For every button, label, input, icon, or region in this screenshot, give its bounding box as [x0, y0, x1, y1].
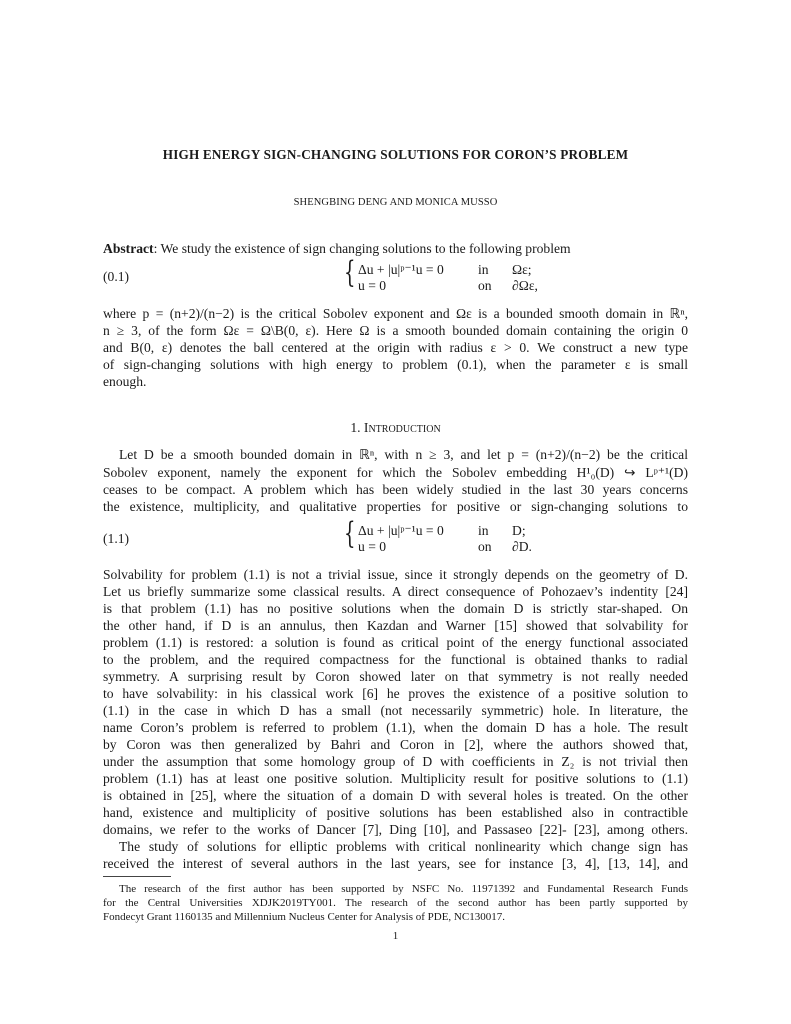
body-line: Sobolev exponent, namely the exponent for which the Sobolev embedding H¹₀(D) ↪ Lᵖ⁺¹(D) — [103, 465, 688, 480]
abstract-label: Abstract — [103, 241, 154, 256]
body-line: is obtained in [25], where the situation of a domain D with several holes is treated. On the other — [103, 788, 688, 803]
brace-symbol: { — [344, 516, 356, 551]
footnote-rule — [103, 876, 171, 877]
abstract-line: of sign-changing solutions with high energy to problem (0.1), when the parameter ε is small — [103, 357, 688, 372]
body-line: symmetry. A surprising result by Coron showed later on that symmetry is not really needed — [103, 669, 688, 684]
abstract-line: and B(0, ε) denotes the ball centered at the origin with radius ε > 0. We construct a new type — [103, 340, 688, 355]
abstract-line: : We study the existence of sign changing solutions to the following problem — [153, 241, 571, 256]
footnote-line: Fondecyt Grant 1160135 and Millennium Nucleus Center for Analysis of PDE, NC130017. — [103, 911, 505, 923]
footnote-line: for the Central Universities XDJK2019TY001. The research of the second author has been partly supported by — [103, 897, 688, 909]
body-line: domains, we refer to the works of Dancer [7], Ding [10], and Passaseo [22]- [23], among others. — [103, 822, 688, 837]
equation-row: Δu + |u|ᵖ⁻¹u = 0 in Ωε; — [358, 262, 532, 277]
body-line: Let us briefly summarize some classical results. A direct consequence of Pohozaev’s indentity [24] — [103, 584, 688, 599]
abstract-line: n ≥ 3, of the form Ωε = Ω\B(0, ε). Here Ω is a smooth bounded domain containing the origin 0 — [103, 323, 688, 338]
body-line: the existence, multiplicity, and qualitative properties for positive or sign-changing solutions to — [103, 499, 688, 514]
body-line: to the problem, and the required compactness for the functional is obtained thanks to radial — [103, 652, 688, 667]
page-number: 1 — [392, 930, 399, 942]
abstract-line: enough. — [103, 374, 147, 389]
equation-row: u = 0 on ∂D. — [358, 539, 532, 554]
equation-number: (1.1) — [103, 531, 130, 546]
paper-title: HIGH ENERGY SIGN-CHANGING SOLUTIONS FOR CORON’S PROBLEM — [162, 147, 629, 162]
body-line: hand, existence and multiplicity of positive solutions has been established also in contractible — [103, 805, 688, 820]
body-line: the other hand, if D is an annulus, then Kazdan and Warner [15] showed that solvability for — [103, 618, 688, 633]
body-line: Solvability for problem (1.1) is not a trivial issue, since it strongly depends on the geometry of D. — [103, 567, 688, 582]
body-line: to have solvability: in his classical work [6] he proves the existence of a positive solution to — [103, 686, 688, 701]
paper-authors: SHENGBING DENG AND MONICA MUSSO — [293, 197, 498, 208]
section-heading: 1. Introduction — [350, 420, 441, 435]
footnote-line: The research of the first author has been supported by NSFC No. 11971392 and Fundamental Research Funds — [119, 883, 688, 895]
equation-number: (0.1) — [103, 269, 130, 284]
equation-row: u = 0 on ∂Ωε, — [358, 278, 538, 293]
body-line: ceases to be compact. A problem which has been widely studied in the last 30 years concerns — [103, 482, 688, 497]
body-line: problem (1.1) is restored: a solution is found as critical point of the energy functional associated — [103, 635, 688, 650]
body-line: under the assumption that some homology group of D with coefficients in Z₂ is not trivial then — [103, 754, 688, 769]
equation-row: Δu + |u|ᵖ⁻¹u = 0 in D; — [358, 523, 526, 538]
body-line: received the interest of several authors in the last years, see for instance [3, 4], [13, 14], and — [103, 856, 688, 871]
body-line: is that problem (1.1) has no positive solutions when the domain D is strictly star-shaped. On — [103, 601, 688, 616]
abstract-first-line — [103, 241, 688, 257]
body-line: by Coron was then generalized by Bahri and Coron in [2], where the authors showed that, — [103, 737, 688, 752]
body-line: name Coron’s problem is referred to problem (1.1), when the domain D has a hole. The result — [103, 720, 688, 735]
brace-symbol: { — [344, 255, 356, 290]
body-line: problem (1.1) has at least one positive solution. Multiplicity result for positive solutions to (1.1) — [103, 771, 688, 786]
abstract-line: where p = (n+2)/(n−2) is the critical Sobolev exponent and Ωε is a bounded smooth domain in ℝⁿ, — [103, 306, 688, 321]
body-line: (1.1) in the case in which D has a small (not necessarily symmetric) hole. In literature, the — [103, 703, 688, 718]
body-line: Let D be a smooth bounded domain in ℝⁿ, with n ≥ 3, and let p = (n+2)/(n−2) be the critical — [119, 447, 688, 462]
body-line: The study of solutions for elliptic problems with critical nonlinearity which change sign has — [119, 839, 688, 854]
